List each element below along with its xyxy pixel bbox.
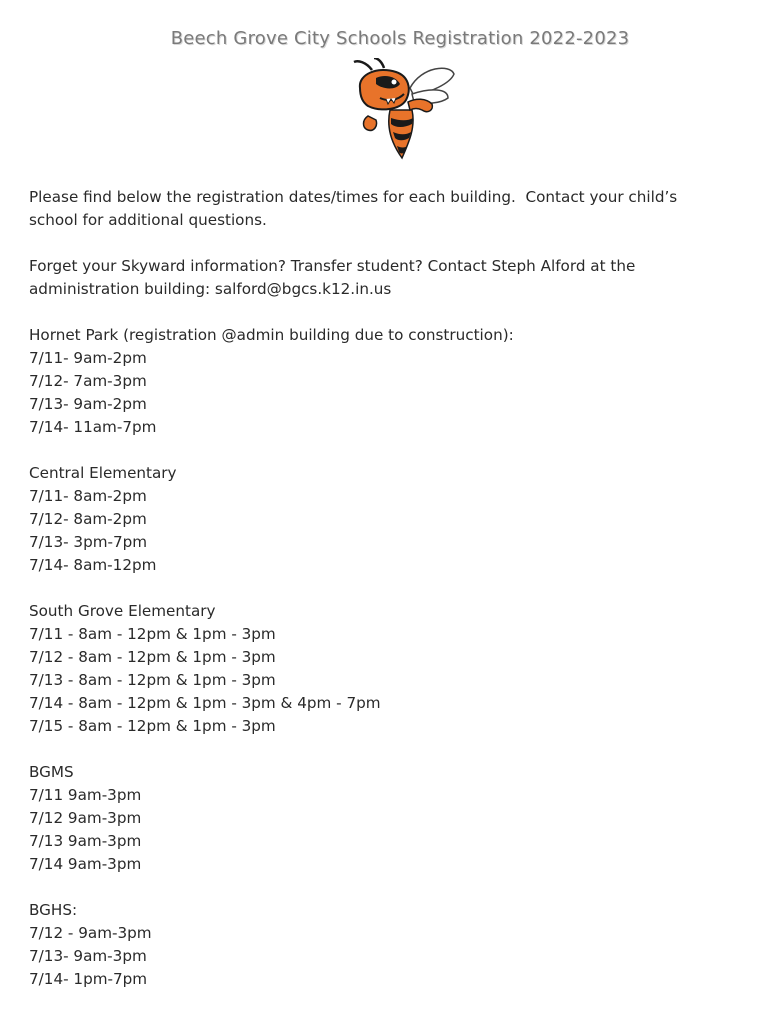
registration-time: 7/12 9am-3pm: [29, 809, 142, 827]
registration-time: 7/13 9am-3pm: [29, 832, 142, 850]
registration-time: 7/11- 9am-2pm: [29, 349, 147, 367]
school-name: BGMS: [29, 763, 74, 781]
registration-time: 7/14- 1pm-7pm: [29, 970, 148, 988]
registration-time: 7/13 - 8am - 12pm & 1pm - 3pm: [29, 671, 276, 689]
contact-email-line: administration building: salford@bgcs.k12.in.us: [29, 280, 392, 298]
school-name: Central Elementary: [29, 464, 177, 482]
registration-time: 7/15 - 8am - 12pm & 1pm - 3pm: [29, 717, 276, 735]
registration-time: 7/13- 9am-3pm: [29, 947, 147, 965]
registration-time: 7/12 - 8am - 12pm & 1pm - 3pm: [29, 648, 276, 666]
registration-time: 7/12- 7am-3pm: [29, 372, 147, 390]
text-line: school for additional questions.: [29, 211, 267, 229]
text-line: Forget your Skyward information? Transfer student? Contact Steph Alford at the: [29, 257, 636, 275]
registration-time: 7/13- 9am-2pm: [29, 395, 147, 413]
registration-time: 7/14- 11am-7pm: [29, 418, 157, 436]
registration-time: 7/14 9am-3pm: [29, 855, 142, 873]
contact-paragraph: [29, 255, 749, 301]
school-name: BGHS:: [29, 901, 78, 919]
registration-time: 7/11 9am-3pm: [29, 786, 142, 804]
registration-time: 7/11 - 8am - 12pm & 1pm - 3pm: [29, 625, 276, 643]
school-section-hornet-park: [29, 324, 749, 439]
registration-time: 7/13- 3pm-7pm: [29, 533, 148, 551]
text-line: Please find below the registration dates/times for each building. Contact your child’s: [29, 188, 678, 206]
school-section-south-grove-elementary: [29, 600, 749, 738]
intro-paragraph: [29, 186, 749, 232]
school-section-bghs: [29, 899, 749, 991]
school-section-central-elementary: [29, 462, 749, 577]
registration-time: 7/12 - 9am-3pm: [29, 924, 152, 942]
page-title: Beech Grove City Schools Registration 2022-2023: [170, 28, 630, 49]
school-name: Hornet Park (registration @admin building due to construction):: [29, 326, 514, 344]
school-section-bgms: [29, 761, 749, 876]
registration-document-body: [29, 186, 749, 991]
registration-time: 7/14- 8am-12pm: [29, 556, 157, 574]
registration-time: 7/12- 8am-2pm: [29, 510, 147, 528]
registration-time: 7/14 - 8am - 12pm & 1pm - 3pm & 4pm - 7pm: [29, 694, 381, 712]
school-name: South Grove Elementary: [29, 602, 216, 620]
registration-time: 7/11- 8am-2pm: [29, 487, 147, 505]
hornet-mascot-icon: [350, 58, 460, 162]
